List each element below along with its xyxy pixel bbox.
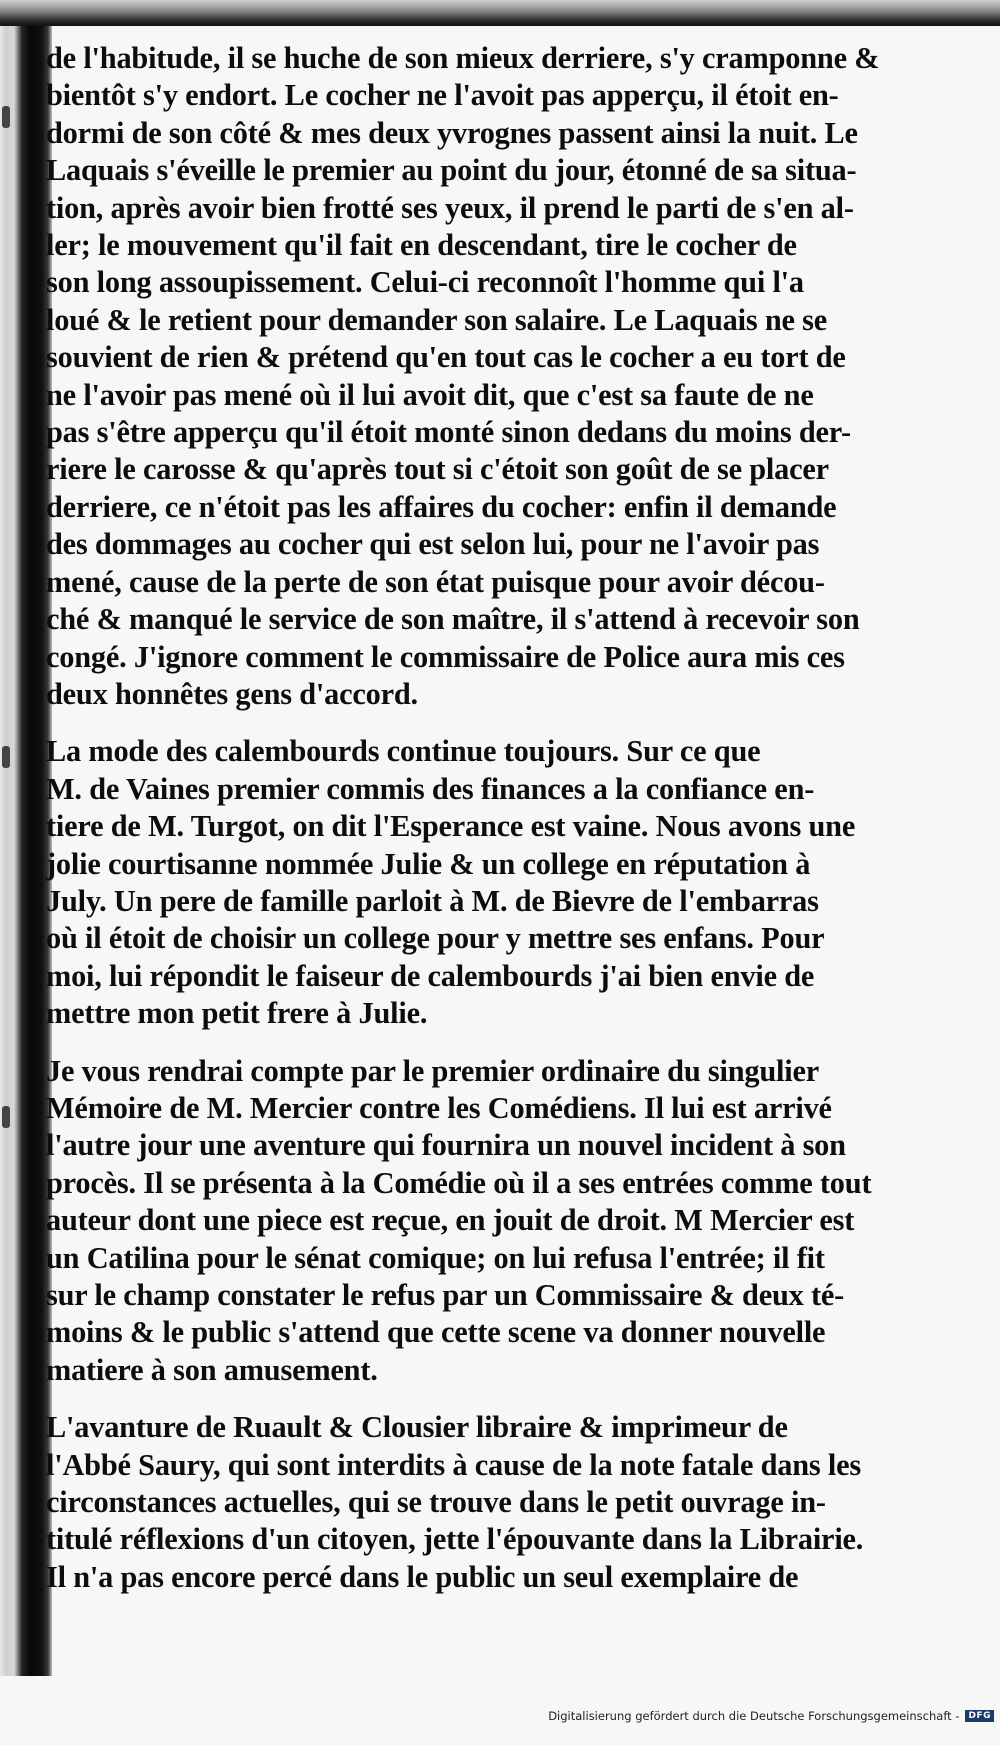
spine-mark xyxy=(2,1106,10,1128)
text-line: de l'habitude, il se huche de son mieux derriere, s'y cramponne & xyxy=(46,41,880,75)
text-line: Je vous rendrai compte par le premier ordinaire du singulier xyxy=(46,1053,820,1088)
spine-mark xyxy=(2,746,10,768)
text-line: July. Un pere de famille parloit à M. de Bievre de l'embarras xyxy=(46,883,819,918)
spine-mark xyxy=(2,106,10,128)
page-text xyxy=(46,40,956,1596)
paragraph xyxy=(46,40,956,713)
text-line: titulé réflexions d'un citoyen, jette l'épouvante dans la Librairie. xyxy=(46,1522,864,1557)
text-line: tion, après avoir bien frotté ses yeux, il prend le parti de s'en al- xyxy=(46,190,854,225)
text-line: pas s'être apperçu qu'il étoit monté sinon dedans du moins der- xyxy=(46,415,851,450)
text-line: L'avanture de Ruault & Clousier libraire & imprimeur de xyxy=(46,1410,788,1445)
digitization-credit xyxy=(548,1709,994,1723)
text-line: sur le champ constater le refus par un Commissaire & deux té- xyxy=(46,1278,845,1312)
text-line: Laquais s'éveille le premier au point du jour, étonné de sa situa- xyxy=(46,153,857,188)
text-line: ché & manqué le service de son maître, il s'attend à recevoir son xyxy=(46,602,860,637)
paragraph xyxy=(46,1409,956,1596)
paragraph-gap xyxy=(46,1389,956,1409)
text-line: La mode des calembourds continue toujours. Sur ce que xyxy=(46,734,761,769)
text-line: loué & le retient pour demander son salaire. Le Laquais ne se xyxy=(46,302,828,337)
text-line: ler; le mouvement qu'il fait en descendant, tire le cocher de xyxy=(46,228,797,263)
text-line: l'autre jour une aventure qui fournira un nouvel incident à son xyxy=(46,1128,846,1163)
text-line: matiere à son amusement. xyxy=(46,1352,378,1387)
text-line: derriere, ce n'étoit pas les affaires du cocher: enfin il demande xyxy=(46,489,837,524)
text-line: bientôt s'y endort. Le cocher ne l'avoit pas apperçu, il étoit en- xyxy=(46,78,839,113)
text-line: congé. J'ignore comment le commissaire de Police aura mis ces xyxy=(46,639,845,674)
text-line: où il étoit de choisir un college pour y mettre ses enfans. Pour xyxy=(46,921,825,956)
text-line: Il n'a pas encore percé dans le public un seul exemplaire de xyxy=(46,1559,799,1594)
text-line: Mémoire de M. Mercier contre les Comédiens. Il lui est arrivé xyxy=(46,1090,832,1125)
text-line: un Catilina pour le sénat comique; on lui refusa l'entrée; il fit xyxy=(46,1240,825,1275)
credit-text: Digitalisierung gefördert durch die Deutsche Forschungsgemeinschaft - xyxy=(548,1709,960,1723)
paragraph-gap xyxy=(46,1033,956,1053)
text-line: auteur dont une piece est reçue, en jouit de droit. M Mercier est xyxy=(46,1203,855,1238)
text-line: moins & le public s'attend que cette scene va donner nouvelle xyxy=(46,1315,826,1350)
book-spine xyxy=(0,26,52,1676)
text-line: ne l'avoir pas mené où il lui avoit dit, que c'est sa faute de ne xyxy=(46,377,814,412)
text-line: mené, cause de la perte de son état puisque pour avoir décou- xyxy=(46,564,825,599)
text-line: mettre mon petit frere à Julie. xyxy=(46,996,428,1031)
text-line: tiere de M. Turgot, on dit l'Esperance est vaine. Nous avons une xyxy=(46,809,856,844)
text-line: des dommages au cocher qui est selon lui, pour ne l'avoir pas xyxy=(46,527,820,562)
text-line: riere le carosse & qu'après tout si c'étoit son goût de se placer xyxy=(46,452,829,487)
dfg-logo: DFG xyxy=(965,1710,994,1722)
text-line: dormi de son côté & mes deux yvrognes passent ainsi la nuit. Le xyxy=(46,115,858,150)
text-line: M. de Vaines premier commis des finances a la confiance en- xyxy=(46,771,815,806)
text-line: l'Abbé Saury, qui sont interdits à cause de la note fatale dans les xyxy=(46,1447,861,1482)
paragraph-gap xyxy=(46,713,956,733)
text-line: son long assoupissement. Celui-ci reconnoît l'homme qui l'a xyxy=(46,265,804,300)
paragraph xyxy=(46,733,956,1032)
page-top-edge xyxy=(0,0,1000,26)
text-line: deux honnêtes gens d'accord. xyxy=(46,676,418,711)
text-line: souvient de rien & prétend qu'en tout cas le cocher a eu tort de xyxy=(46,340,846,375)
text-line: jolie courtisanne nommée Julie & un college en réputation à xyxy=(46,846,811,881)
text-line: procès. Il se présenta à la Comédie où il a ses entrées comme tout xyxy=(46,1165,872,1200)
text-line: circonstances actuelles, qui se trouve dans le petit ouvrage in- xyxy=(46,1485,826,1520)
paragraph xyxy=(46,1053,956,1390)
text-line: moi, lui répondit le faiseur de calembourds j'ai bien envie de xyxy=(46,958,815,993)
